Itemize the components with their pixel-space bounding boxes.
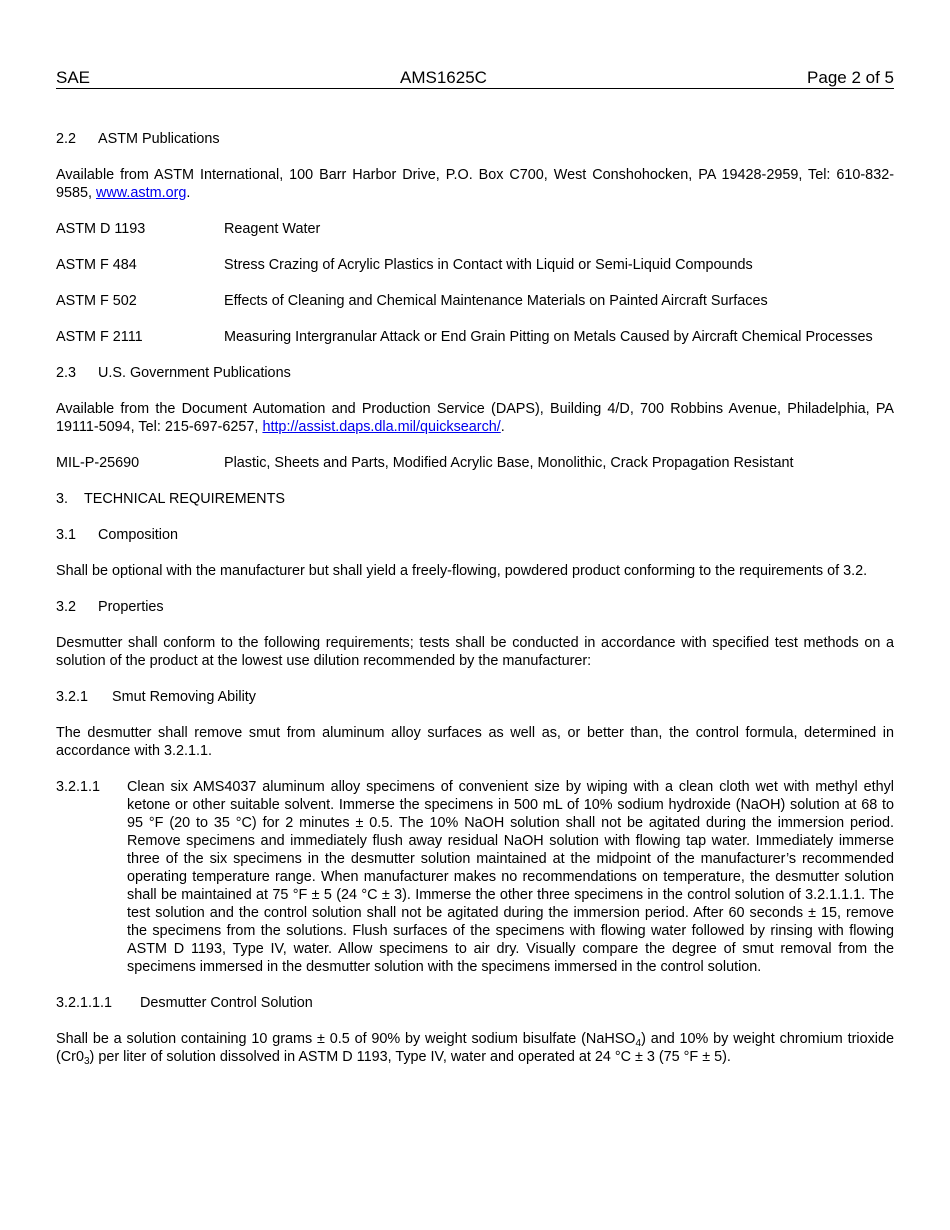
section-title: Desmutter Control Solution [140, 995, 313, 1011]
section-3-2-1-heading [56, 688, 894, 706]
section-number: 3.2.1.1 [56, 779, 101, 795]
reference-desc: Stress Crazing of Acrylic Plastics in Contact with Liquid or Semi-Liquid Compounds [224, 257, 753, 273]
availability-text: Available from the Document Automation and Production Service (DAPS), Building 4/D, 700 Robbins Avenue, Philadelphia, PA 19111-5094, Tel: 215-697-6257, [56, 401, 894, 435]
section-title: Properties [98, 599, 164, 615]
section-number: 2.3 [56, 365, 77, 381]
properties-text: Desmutter shall conform to the following requirements; tests shall be conducted in accordance with specified test methods on a solution of the product at the lowest use dilution recommended by the manufacturer: [56, 635, 894, 669]
reference-item [56, 292, 894, 310]
section-title: U.S. Government Publications [98, 365, 291, 381]
section-title: ASTM Publications [98, 131, 220, 147]
availability-end: . [186, 185, 191, 201]
section-3-2-1-1-1-heading [56, 994, 894, 1012]
reference-code: ASTM F 484 [56, 257, 137, 273]
test-procedure-text: Clean six AMS4037 aluminum alloy specimens of convenient size by wiping with a clean cloth wet with methyl ethyl ketone or other suitable solvent. Immerse the specimens in 500 mL of 10% sodium hydroxide (NaOH) solution at 68 to 95 °F (20 to 35 °C) for 2 minutes ± 0.5. The 10% NaOH solution shall not be agitated during the immersion period. Remove specimens and immediately flush away residual NaOH solution with flowing tap water. Immediately immerse three of the six specimens in the desmutter solution maintained at the midpoint of the manufacturer’s recommended operating temperature range. When manufacturer makes no recommendations on temperature, the desmutter solution shall be maintained at 75 °F ± 5 (24 °C ± 3). Immerse the other three specimens in the control solution of 3.2.1.1.1. The test solution and the control solution shall not be agitated during the immersion period. After 60 seconds ± 15, remove the specimens from the solutions. Flush surfaces of the specimens with flowing water followed by rinsing with flowing ASTM D 1193, Type IV, water. Allow specimens to air dry. Visually compare the degree of smut removal from the specimens immersed in the desmutter solution with the specimens immersed in the control solution. [127, 779, 894, 975]
section-number: 3.2.1.1.1 [56, 995, 113, 1011]
section-title: Smut Removing Ability [112, 689, 256, 705]
composition-text: Shall be optional with the manufacturer but shall yield a freely-flowing, powdered product conforming to the requirements of 3.2. [56, 563, 868, 579]
reference-desc: Measuring Intergranular Attack or End Grain Pitting on Metals Caused by Aircraft Chemical Processes [224, 329, 873, 345]
page-header [56, 68, 894, 89]
control-text-part: ) per liter of solution dissolved in ASTM D 1193, Type IV, water and operated at 24 °C ± 3 (75 °F ± 5). [89, 1049, 731, 1065]
reference-desc: Reagent Water [224, 221, 321, 237]
section-number: 3.2.1 [56, 689, 89, 705]
reference-item [56, 328, 894, 346]
subscript: 4 [635, 1038, 642, 1049]
reference-item [56, 220, 894, 238]
reference-code: MIL-P-25690 [56, 455, 140, 471]
section-3-2-1-1 [56, 778, 894, 976]
section-3-heading [56, 490, 894, 508]
availability-text: Available from ASTM International, 100 Barr Harbor Drive, P.O. Box C700, West Conshohocken, PA 19428-2959, Tel: 610-832-9585, [56, 167, 894, 201]
header-org: SAE [56, 68, 91, 87]
subscript: 3 [83, 1056, 90, 1067]
section-2-2-heading [56, 130, 894, 148]
section-number: 3.1 [56, 527, 77, 543]
control-text-part: Shall be a solution containing 10 grams ± 0.5 of 90% by weight sodium bisulfate (NaHSO [56, 1031, 636, 1047]
reference-item [56, 454, 894, 472]
section-number: 3. [56, 491, 69, 507]
section-number: 3.2 [56, 599, 77, 615]
section-3-2-heading [56, 598, 894, 616]
astm-link[interactable]: www.astm.org [96, 185, 187, 201]
document-body [56, 89, 894, 1066]
smut-removing-text: The desmutter shall remove smut from aluminum alloy surfaces as well as, or better than, the control formula, determined in accordance with 3.2.1.1. [56, 725, 894, 759]
reference-code: ASTM D 1193 [56, 221, 146, 237]
daps-availability [56, 400, 894, 436]
reference-code: ASTM F 2111 [56, 329, 143, 345]
reference-item [56, 256, 894, 274]
section-number: 2.2 [56, 131, 77, 147]
reference-desc: Plastic, Sheets and Parts, Modified Acrylic Base, Monolithic, Crack Propagation Resistant [224, 455, 794, 471]
section-title: TECHNICAL REQUIREMENTS [84, 491, 285, 507]
header-doc-number: AMS1625C [400, 68, 487, 87]
section-3-1-heading [56, 526, 894, 544]
assist-link[interactable]: http://assist.daps.dla.mil/quicksearch/ [262, 419, 501, 435]
header-page-number: Page 2 of 5 [807, 68, 894, 87]
control-solution-text [56, 1030, 894, 1066]
control-text-part: ) and 10% by weight chromium trioxide (Cr0 [56, 1031, 895, 1065]
availability-end: . [500, 419, 505, 435]
reference-desc: Effects of Cleaning and Chemical Maintenance Materials on Painted Aircraft Surfaces [224, 293, 768, 309]
astm-availability [56, 166, 894, 202]
section-2-3-heading [56, 364, 894, 382]
reference-code: ASTM F 502 [56, 293, 137, 309]
section-title: Composition [98, 527, 178, 543]
